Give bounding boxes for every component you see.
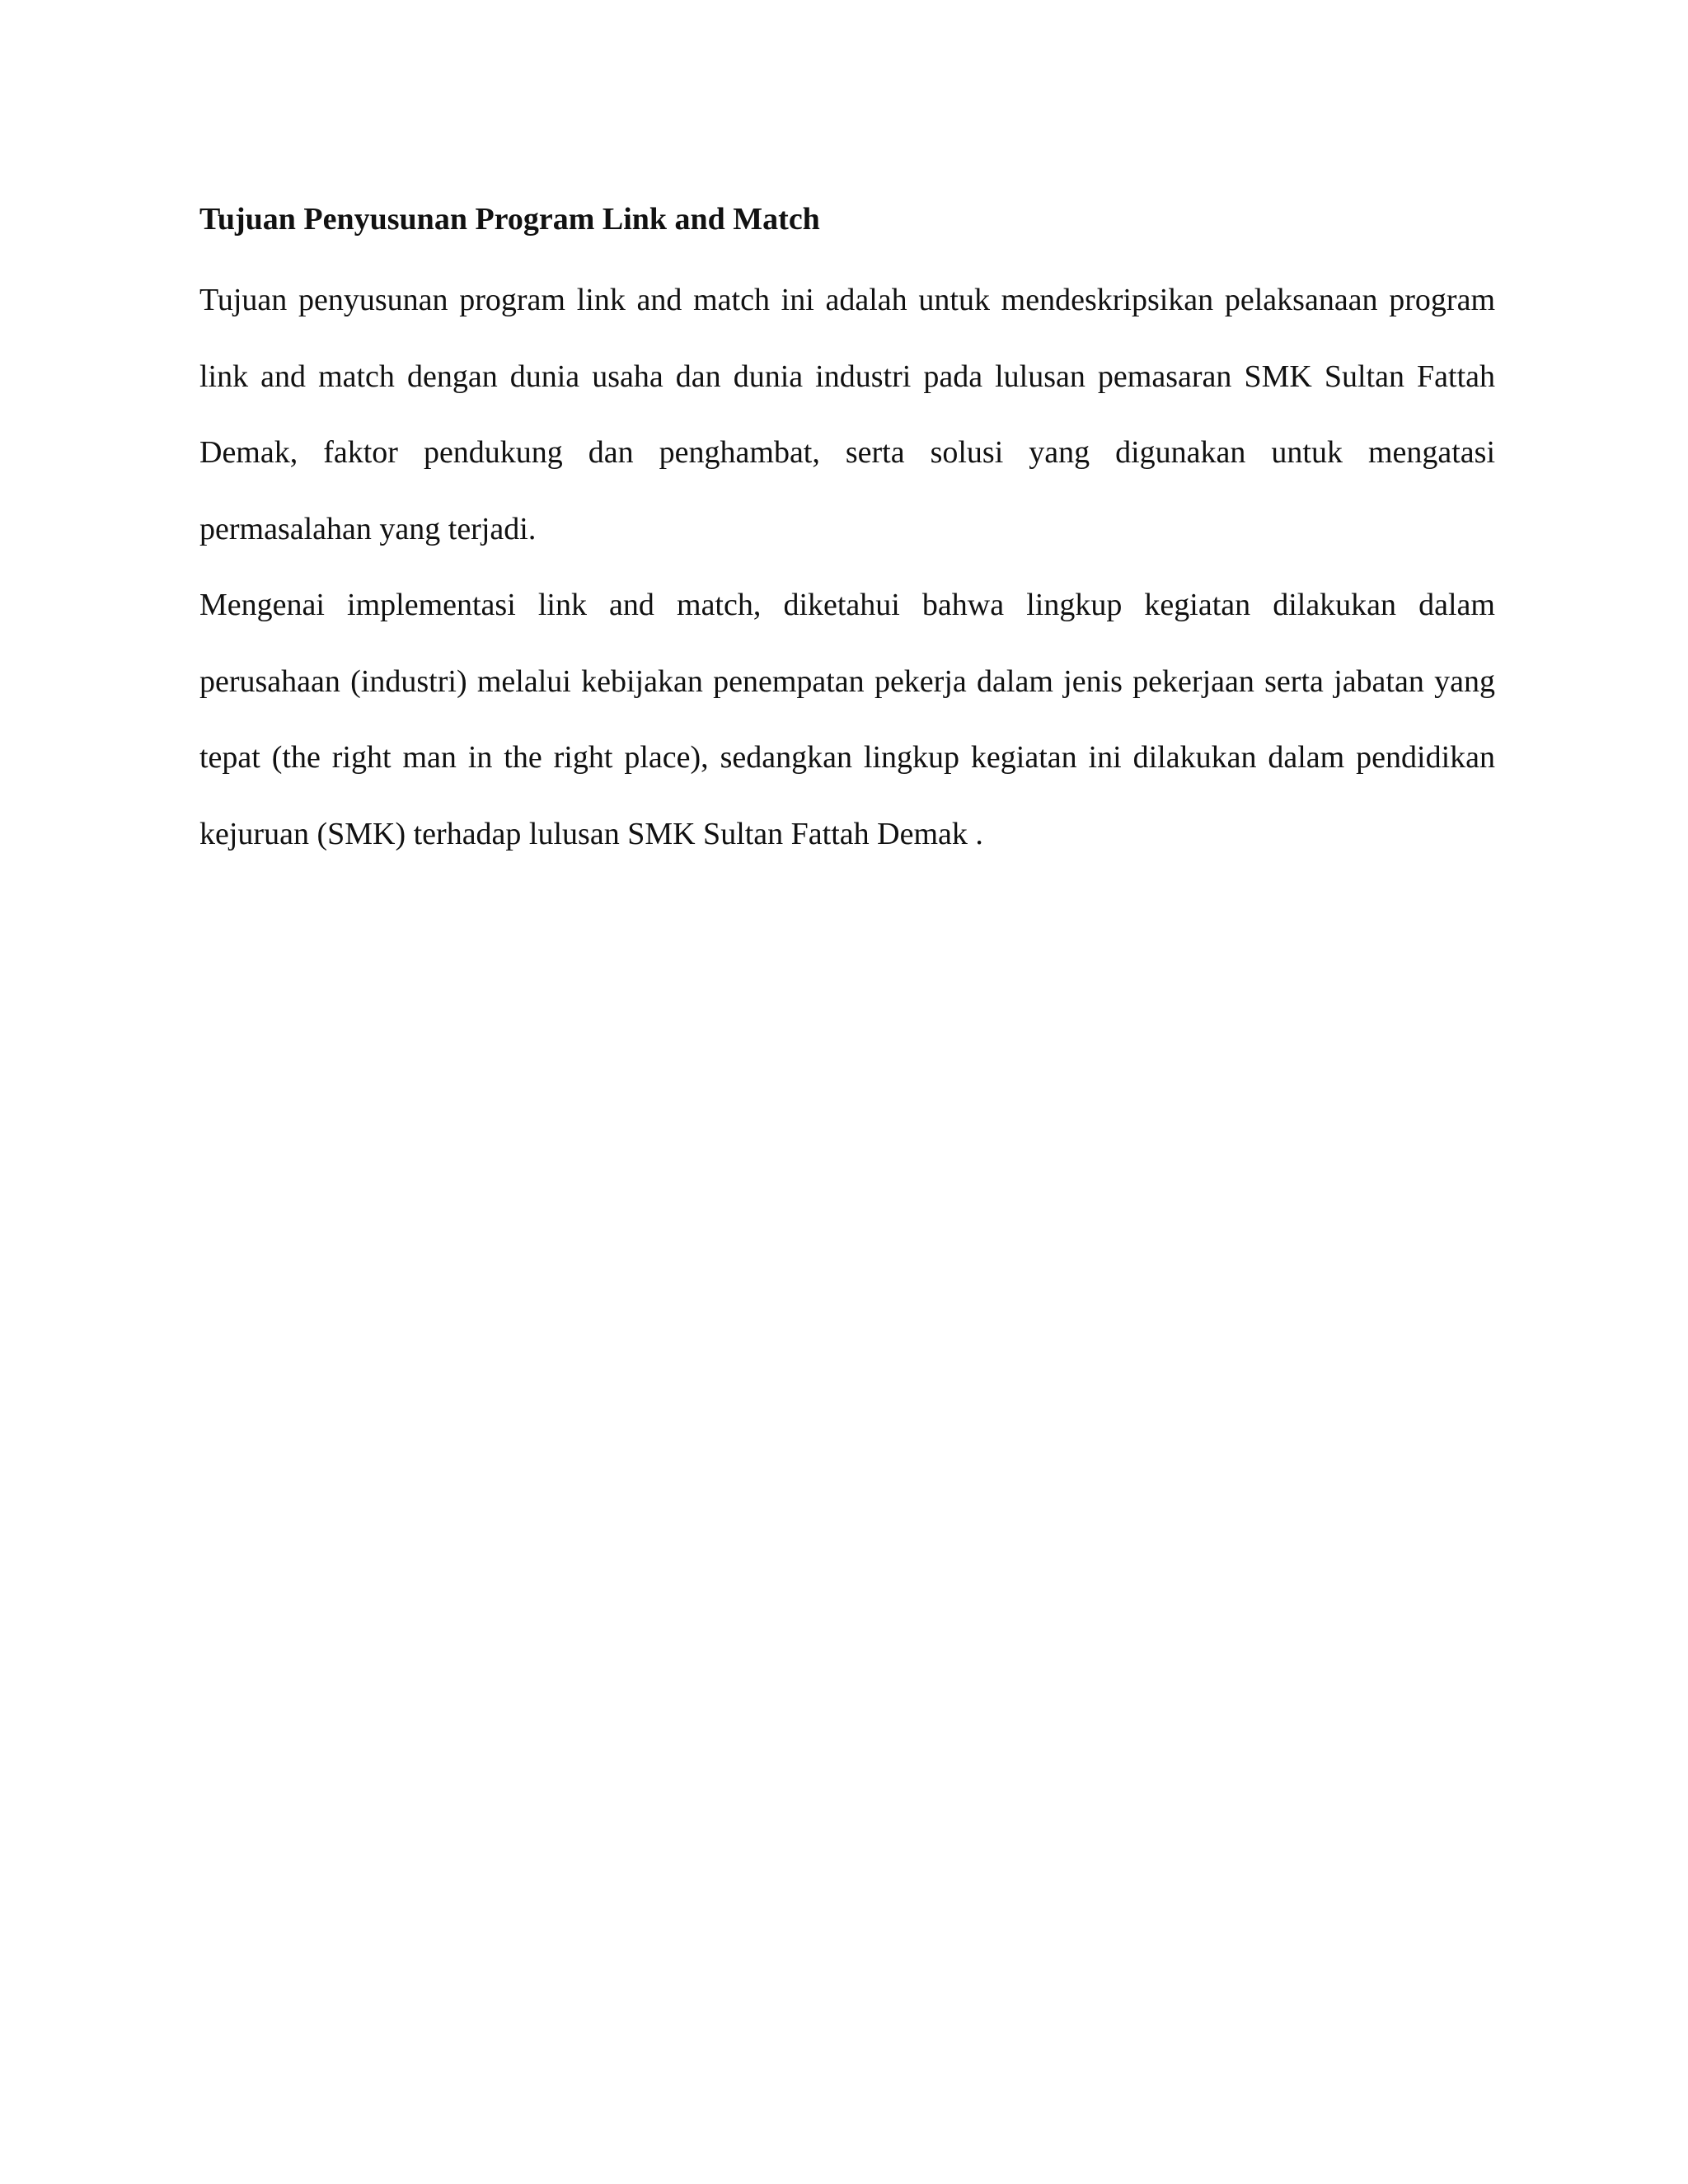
paragraph-purpose: Tujuan penyusunan program link and match ini adalah untuk mendeskripsikan pelaksanaan program link and match dengan dunia usaha dan dunia industri pada lulusan pemasaran SMK Sultan Fattah Demak, faktor pendukung dan penghambat, serta solusi yang digunakan untuk mengatasi permasalahan yang terjadi. — [199, 283, 1495, 546]
paragraph-implementation: Mengenai implementasi link and match, diketahui bahwa lingkup kegiatan dilakukan dalam perusahaan (industri) melalui kebijakan penempatan pekerja dalam jenis pekerjaan serta jabatan yang tepat (the right man in the right place), sedangkan lingkup kegiatan ini dilakukan dalam pendidikan kejuruan (SMK) terhadap lulusan SMK Sultan Fattah Demak . — [199, 588, 1495, 851]
section-heading: Tujuan Penyusunan Program Link and Match — [199, 202, 820, 237]
document-body — [199, 194, 1495, 872]
